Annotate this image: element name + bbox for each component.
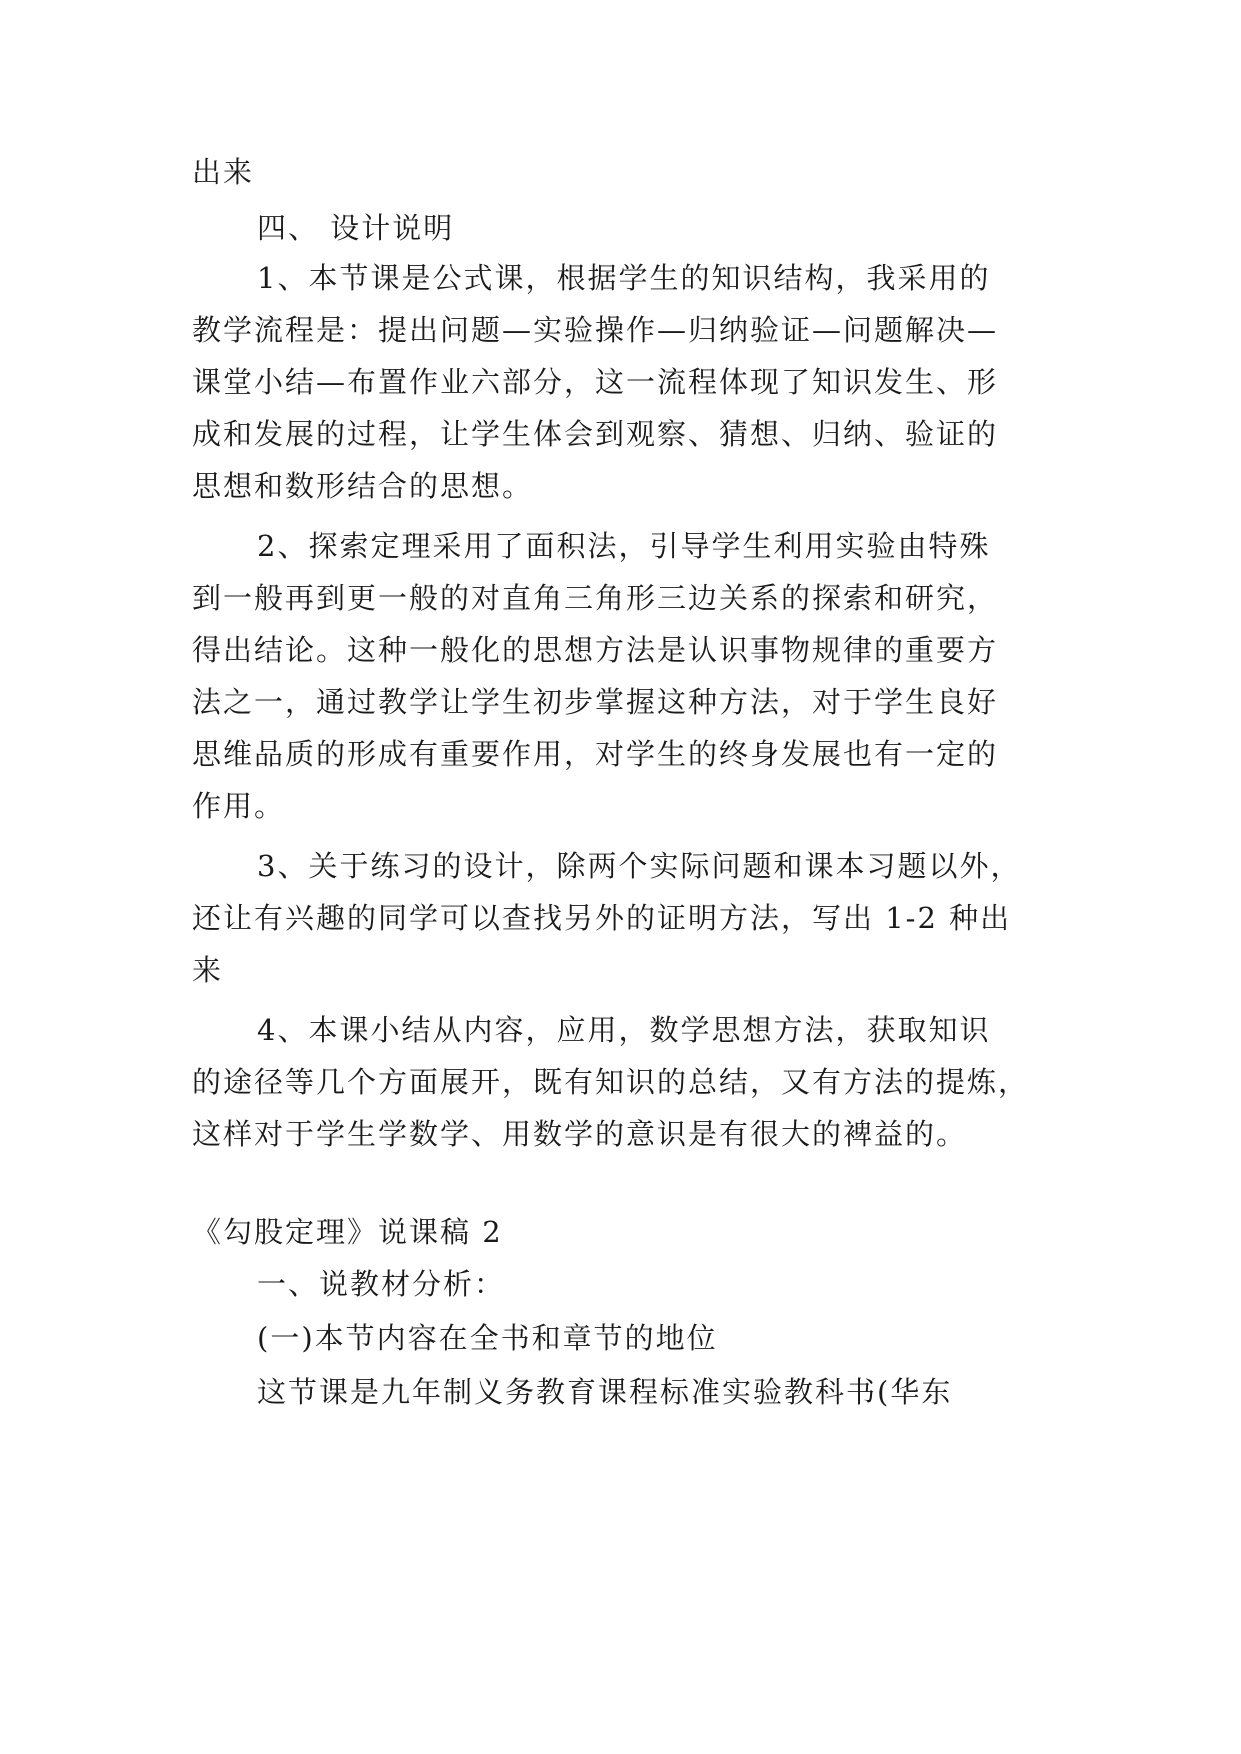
text-line: 这样对于学生学数学、用数学的意识是有很大的裨益的。 <box>192 1117 968 1151</box>
section-heading: 一、说教材分析： <box>257 1267 506 1301</box>
text-line: 的途径等几个方面展开，既有知识的总结，又有方法的提炼， <box>192 1065 1030 1099</box>
text-line: 来 <box>192 953 224 987</box>
text-line: 作用。 <box>192 789 286 823</box>
text-line: 还让有兴趣的同学可以查找另外的证明方法，写出 1-2 种出 <box>192 901 1012 935</box>
text-line: 课堂小结—布置作业六部分，这一流程体现了知识发生、形 <box>192 365 999 399</box>
text-line: 教学流程是：提出问题—实验操作—归纳验证—问题解决— <box>192 313 999 347</box>
text-line: 到一般再到更一般的对直角三角形三边关系的探索和研究， <box>192 581 999 615</box>
text-line: 思维品质的形成有重要作用，对学生的终身发展也有一定的 <box>192 737 999 771</box>
section-heading: 四、 设计说明 <box>257 211 455 245</box>
document-subtitle: 《勾股定理》说课稿 2 <box>192 1215 503 1249</box>
text-line: 1、本节课是公式课，根据学生的知识结构，我采用的 <box>257 261 991 295</box>
subsection-heading: (一)本节内容在全书和章节的地位 <box>257 1321 718 1355</box>
text-line: 2、探索定理采用了面积法，引导学生利用实验由特殊 <box>257 529 991 563</box>
text-line: 出来 <box>192 155 255 189</box>
text-line: 这节课是九年制义务教育课程标准实验教科书(华东 <box>257 1375 953 1409</box>
text-line: 思想和数形结合的思想。 <box>192 469 534 503</box>
text-line: 4、本课小结从内容，应用，数学思想方法，获取知识 <box>257 1013 991 1047</box>
text-line: 得出结论。这种一般化的思想方法是认识事物规律的重要方 <box>192 633 999 667</box>
text-line: 成和发展的过程，让学生体会到观察、猜想、归纳、验证的 <box>192 417 999 451</box>
text-line: 3、关于练习的设计，除两个实际问题和课本习题以外， <box>257 849 1022 883</box>
text-line: 法之一，通过教学让学生初步掌握这种方法，对于学生良好 <box>192 685 999 719</box>
